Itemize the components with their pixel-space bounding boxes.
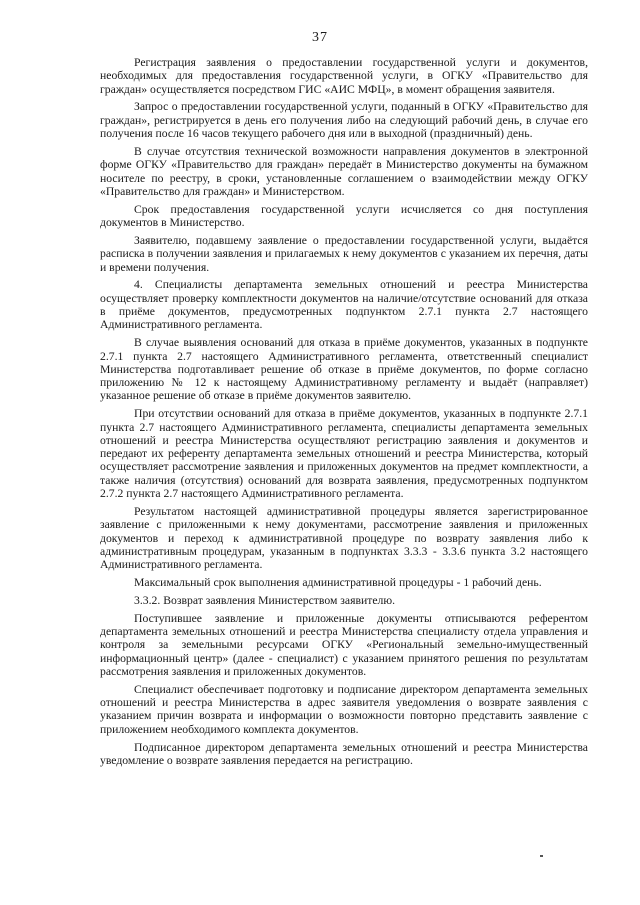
paragraph-item-4: 4. Специалисты департамента земельных отношений и реестра Министерства осуществляет проверку комплектности документов на наличие/отсутствие оснований для отказа в приёме документов, предусмотренных подпунктом 2.7.1 пункта 2.7 настоящего Административного регламента. [100, 278, 588, 332]
paragraph-request-registration: Запрос о предоставлении государственной услуги, поданный в ОГКУ «Правительство для граждан», регистрируется в день его получения либо на следующий рабочий день, в случае его получения после 16 часов текущего рабочего дня или в выходной (праздничный) день. [100, 100, 588, 141]
paragraph-max-term: Максимальный срок выполнения административной процедуры - 1 рабочий день. [134, 576, 542, 590]
paragraph-refusal-grounds: В случае выявления оснований для отказа в приёме документов, указанных в подпункте 2.7.1 пункта 2.7 настоящего Административного регламента, ответственный специалист Министерства подготавливает решение об отказе в приёме документов, по форме согласно приложению № 12 к настоящему Административному регламенту и выдаёт (направляет) указанное решение об отказе в приёме документов заявителю. [100, 336, 588, 403]
paragraph-no-refusal-grounds: При отсутствии оснований для отказа в приёме документов, указанных в подпункте 2.7.1 пункта 2.7 настоящего Административного регламента, специалисты департамента земельных отношений и реестра Министерства осуществляют регистрацию заявления и документов и передают их референту департамента земельных отношений и реестра Министерства, который осуществляет рассмотрение заявления и приложенных документов на предмет комплектности, а также наличия (отсутствия) оснований для возврата заявления, предусмотренных подпунктом 2.7.2 пункта 2.7 настоящего Административного регламента. [100, 407, 588, 501]
scan-mark [540, 855, 543, 857]
paragraph-no-technical-possibility: В случае отсутствия технической возможности направления документов в электронной форме ОГКУ «Правительство для граждан» передаёт в Министерство документы на бумажном носителе по реестру, в сроки, установленные соглашением о взаимодействии между ОГКУ «Правительство для граждан» и Министерством. [100, 144, 588, 198]
document-body [100, 56, 588, 772]
paragraph-incoming-application: Поступившее заявление и приложенные документы отписываются референтом департамента земельных отношений и реестра Министерства специалисту отдела управления и контроля за земельными ресурсами ОГКУ «Региональный земельно-имущественный информационный центр» (далее - специалист) с указанием принятого решения по результатам рассмотрения заявления и приложенных документов. [100, 611, 588, 678]
paragraph-section-3-3-2: 3.3.2. Возврат заявления Министерством заявителю. [134, 593, 396, 607]
paragraph-receipt: Заявителю, подавшему заявление о предоставлении государственной услуги, выдаётся расписка в получении заявления и прилагаемых к нему документов с указанием их перечня, даты и времени получения. [100, 233, 588, 274]
paragraph-signed-notice: Подписанное директором департамента земельных отношений и реестра Министерства уведомление о возврате заявления передается на регистрацию. [100, 740, 588, 767]
page-number: 37 [312, 30, 328, 45]
paragraph-specialist-duties: Специалист обеспечивает подготовку и подписание директором департамента земельных отношений и реестра Министерства в адрес заявителя уведомления о возврате заявления с указанием причин возврата и информации о возможности повторно представить заявление с приложением необходимого комплекта документов. [100, 682, 588, 736]
paragraph-service-term: Срок предоставления государственной услуги исчисляется со дня поступления документов в Министерство. [100, 202, 588, 230]
paragraph-registration: Регистрация заявления о предоставлении государственной услуги и документов, необходимых для предоставления государственной услуги, в ОГКУ «Правительство для граждан» осуществляется посредством ГИС «АИС МФЦ», в момент обращения заявителя. [100, 56, 588, 96]
paragraph-procedure-result: Результатом настоящей административной процедуры является зарегистрированное заявление с приложенными к нему документами, рассмотрение заявления и приложенных документов и переход к административной процедуре по возврату заявления либо к административным процедурам, указанным в подпунктах 3.3.3 - 3.3.6 пункта 3.2 настоящего Административного регламента. [100, 504, 588, 572]
